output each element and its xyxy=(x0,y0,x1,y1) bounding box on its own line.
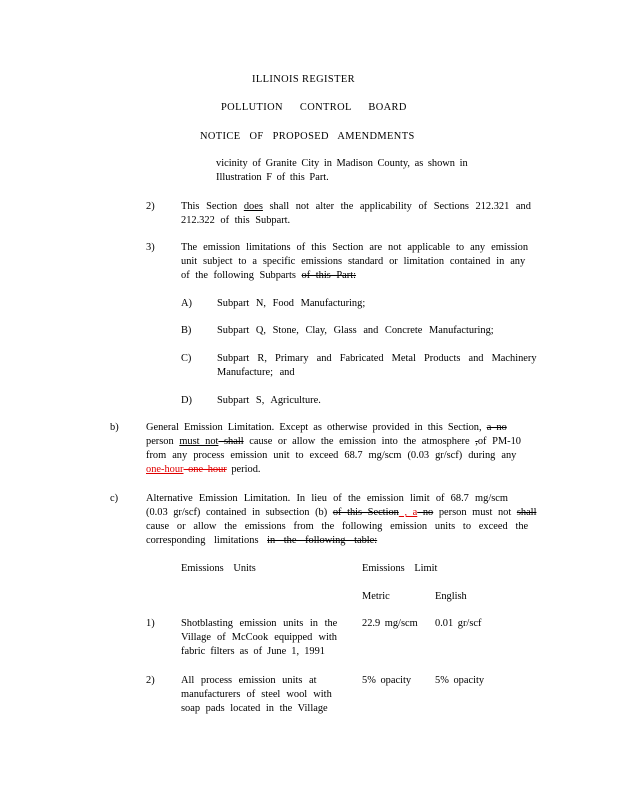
continuation-line-1: vicinity of Granite City in Madison County, as shown in xyxy=(216,158,468,169)
paragraph-b-line-4: one-hour one hour period. xyxy=(146,464,261,475)
sub-item-label: B) xyxy=(181,325,192,336)
inserted-text: must not xyxy=(179,436,219,447)
item-3-line-3: of the following Subparts of this Part: xyxy=(181,270,357,281)
paragraph-c-line-1: Alternative Emission Limitation. In lieu of the emission limit of 68.7 mg/scm xyxy=(146,493,508,504)
table-row-unit-line: All process emission units at xyxy=(181,675,317,686)
item-3-line-2: unit subject to a specific emissions standard or limitation contained in any xyxy=(181,256,526,267)
table-row-number: 2) xyxy=(146,675,155,686)
table-row-unit-line: manufacturers of steel wool with xyxy=(181,689,332,700)
deleted-text: of this Section xyxy=(332,507,399,518)
item-3-number: 3) xyxy=(146,242,155,253)
deleted-text: a no xyxy=(486,422,507,433)
table-row-number: 1) xyxy=(146,618,155,629)
register-title: ILLINOIS REGISTER xyxy=(252,74,355,85)
item-2-line-1: This Section does shall not alter the applicability of Sections 212.321 and xyxy=(181,201,531,212)
sub-item-text-cont: Manufacture; and xyxy=(217,367,295,378)
paragraph-c-line-3: cause or allow the emissions from the following emission units to exceed the xyxy=(146,521,529,532)
item-2-line-2: 212.322 of this Subpart. xyxy=(181,215,291,226)
sub-item-label: A) xyxy=(181,298,192,309)
table-row-metric: 5% opacity xyxy=(362,675,412,686)
sub-item-text: Subpart R, Primary and Fabricated Metal Products and Machinery xyxy=(217,353,537,364)
paragraph-c-label: c) xyxy=(110,493,119,504)
paragraph-c-line-2: (0.03 gr/scf) contained in subsection (b) of this Section , a no person must not shall xyxy=(146,507,537,518)
table-row-english: 0.01 gr/scf xyxy=(435,618,482,629)
paragraph-b-line-3: from any process emission unit to exceed 68.7 mg/scm (0.03 gr/scf) during any xyxy=(146,450,517,461)
inserted-text: one-hour xyxy=(146,464,184,475)
table-subheader-english: English xyxy=(435,591,467,602)
sub-item-label: C) xyxy=(181,353,192,364)
continuation-line-2: Illustration F of this Part. xyxy=(216,172,329,183)
paragraph-b-line-1: General Emission Limitation. Except as otherwise provided in this Section, a no xyxy=(146,422,507,433)
inserted-text: , a xyxy=(398,507,418,518)
table-row-unit-line: soap pads located in the Village xyxy=(181,703,328,714)
sub-item-text: Subpart N, Food Manufacturing; xyxy=(217,298,366,309)
sub-item-label: D) xyxy=(181,395,192,406)
table-header-units: Emissions Units xyxy=(181,563,256,574)
deleted-text: in the following table: xyxy=(267,535,378,546)
sub-item-text: Subpart Q, Stone, Clay, Glass and Concrete Manufacturing; xyxy=(217,325,494,336)
table-row-unit-line: Shotblasting emission units in the xyxy=(181,618,338,629)
table-row-unit-line: fabric filters as of June 1, 1991 xyxy=(181,646,325,657)
table-row-english: 5% opacity xyxy=(435,675,485,686)
paragraph-b-line-2: person must not shall cause or allow the emission into the atmosphere ,of PM-10 xyxy=(146,436,521,447)
sub-item-text: Subpart S, Agriculture. xyxy=(217,395,321,406)
paragraph-b-label: b) xyxy=(110,422,119,433)
item-3-line-1: The emission limitations of this Section are not applicable to any emission xyxy=(181,242,529,253)
table-subheader-metric: Metric xyxy=(362,591,390,602)
notice-title: NOTICE OF PROPOSED AMENDMENTS xyxy=(200,131,415,142)
deleted-text: one hour xyxy=(183,464,227,475)
board-title: POLLUTION CONTROL BOARD xyxy=(221,102,407,113)
table-row-metric: 22.9 mg/scm xyxy=(362,618,418,629)
deleted-text: of this Part: xyxy=(301,270,357,281)
inserted-text: does xyxy=(243,201,263,212)
table-header-limit: Emissions Limit xyxy=(362,563,438,574)
paragraph-c-line-4: corresponding limitations in the following table: xyxy=(146,535,378,546)
deleted-text: shall xyxy=(218,436,244,447)
table-row-unit-line: Village of McCook equipped with xyxy=(181,632,337,643)
item-2-number: 2) xyxy=(146,201,155,212)
